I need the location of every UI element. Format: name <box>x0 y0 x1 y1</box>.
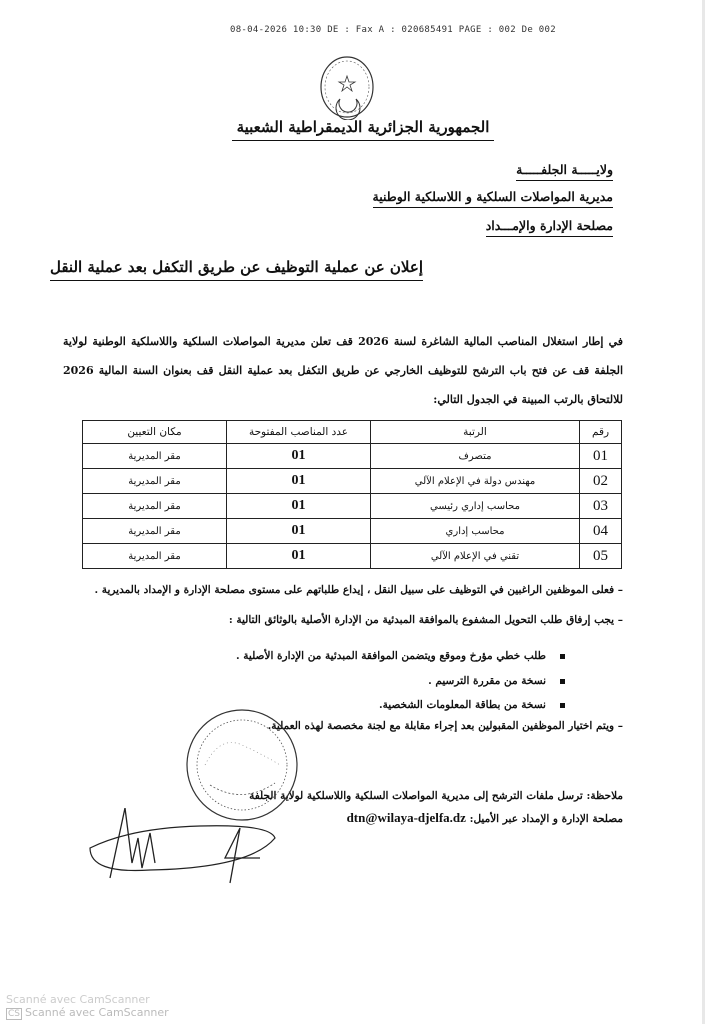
cell-positions: 01 <box>227 519 371 544</box>
email-address[interactable]: dtn@wilaya-djelfa.dz <box>346 810 466 825</box>
cell-positions: 01 <box>227 494 371 519</box>
cell-positions: 01 <box>227 469 371 494</box>
selection-note: – ويتم اختيار الموظفين المقبولين بعد إجراء مقابلة مع لجنة مخصصة لهذه العملية. <box>267 720 623 732</box>
header-positions: عدد المناصب المفتوحة <box>227 421 371 444</box>
cell-rank: محاسب إداري رئيسي <box>371 494 580 519</box>
cell-number: 03 <box>580 494 622 519</box>
national-seal-emblem <box>318 54 376 120</box>
wilaya-text: ولايـــــة الجلفـــــة <box>516 162 613 181</box>
bullet-square-icon <box>560 703 565 708</box>
intro-paragraph: في إطار استغلال المناصب المالية الشاغرة لسنة 2026 قف تعلن مديرية المواصلات السلكية واللاسلكية الوطنية لولاية الجلفة قف عن فتح باب الترشح للتوظيف الخارجي عن طريق التكفل بعد عملية النقل قف بعنوان السنة المالية 2026 للالتحاق بالرتب المبينة في الجدول التالي: <box>63 335 624 406</box>
document-item-text: نسخة من بطاقة المعلومات الشخصية. <box>378 699 546 711</box>
service-text: مصلحة الإدارة والإمـــداد <box>486 218 613 237</box>
wilaya-heading <box>516 162 613 177</box>
cell-location: مقر المديرية <box>83 544 227 569</box>
table-header-row <box>83 421 622 444</box>
cell-rank: محاسب إداري <box>371 519 580 544</box>
bullet-square-icon <box>560 679 565 684</box>
document-title-text: إعلان عن عملية التوظيف عن طريق التكفل بعد عملية النقل <box>50 258 423 281</box>
cell-rank: متصرف <box>371 444 580 469</box>
camscanner-text-faded: Scanné avec CamScanner <box>6 993 150 1006</box>
header-location: مكان التعيين <box>83 421 227 444</box>
header-number: رقم <box>580 421 622 444</box>
cell-location: مقر المديرية <box>83 519 227 544</box>
cell-number: 05 <box>580 544 622 569</box>
instruction-line-2: – يجب إرفاق طلب التحويل المشفوع بالموافقة المبدئية من الإدارة الأصلية بالوثائق التالية : <box>228 614 623 626</box>
official-stamp-icon <box>180 705 305 825</box>
positions-table <box>82 420 622 569</box>
cell-number: 04 <box>580 519 622 544</box>
camscanner-watermark-faded <box>6 993 150 1006</box>
cell-positions: 01 <box>227 444 371 469</box>
service-heading <box>486 218 613 233</box>
document-title <box>50 258 423 276</box>
table-row <box>83 519 622 544</box>
instruction-line-1: – فعلى الموظفين الراغبين في التوظيف على سبيل النقل ، إيداع طلباتهم على مستوى مصلحة الإدارة و الإمداد بالمديرية . <box>94 584 623 596</box>
document-item <box>236 650 565 662</box>
directorate-heading <box>373 189 614 204</box>
camscanner-text: Scanné avec CamScanner <box>25 1006 169 1019</box>
document-item-text: نسخة من مقررة الترسيم . <box>428 675 546 687</box>
cell-location: مقر المديرية <box>83 469 227 494</box>
cell-number: 02 <box>580 469 622 494</box>
table-row <box>83 544 622 569</box>
note-line-2 <box>347 810 623 826</box>
cell-rank: تقني في الإعلام الآلي <box>371 544 580 569</box>
cell-positions: 01 <box>227 544 371 569</box>
handwritten-signature <box>80 808 280 888</box>
camscanner-watermark <box>6 1006 169 1020</box>
document-item-text: طلب خطي مؤرخ وموقع ويتضمن الموافقة المبدئية من الإدارة الأصلية . <box>235 650 546 662</box>
cell-location: مقر المديرية <box>83 444 227 469</box>
document-item <box>379 699 565 711</box>
cell-number: 01 <box>580 444 622 469</box>
bullet-square-icon <box>560 654 565 659</box>
document-item <box>428 675 565 687</box>
table-row <box>83 444 622 469</box>
republic-heading: الجمهورية الجزائرية الديمقراطية الشعبية <box>232 118 494 141</box>
cell-rank: مهندس دولة في الإعلام الآلي <box>371 469 580 494</box>
camscanner-logo-icon: CS <box>8 1009 20 1019</box>
cell-location: مقر المديرية <box>83 494 227 519</box>
table-row <box>83 469 622 494</box>
table-row <box>83 494 622 519</box>
header-rank: الرتبة <box>371 421 580 444</box>
note-line-1: ملاحظة: ترسل ملفات الترشح إلى مديرية المواصلات السلكية واللاسلكية لولاية الجلفة <box>249 790 623 802</box>
directorate-text: مديرية المواصلات السلكية و اللاسلكية الوطنية <box>373 189 614 208</box>
fax-header: 08-04-2026 10:30 DE : Fax A : 020685491 PAGE : 002 De 002 <box>230 25 556 35</box>
note-prefix: مصلحة الإدارة و الإمداد عبر الأميل: <box>469 813 623 825</box>
